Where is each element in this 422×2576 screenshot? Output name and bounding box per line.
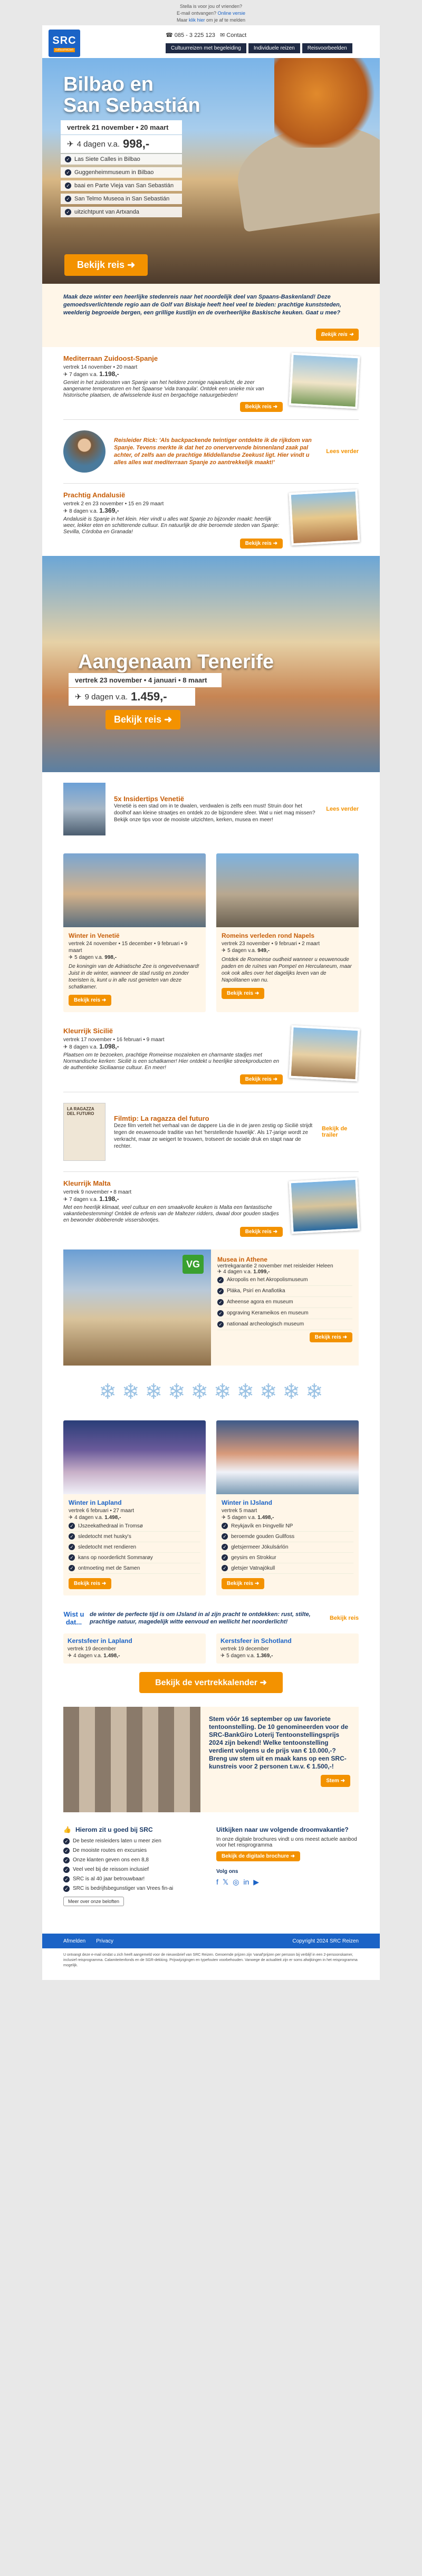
snowflake-divider (42, 1371, 380, 1413)
list-item (63, 1846, 206, 1856)
exhibition-text: Stem vóór 16 september op uw favoriete tentoonstelling. De 10 genomineerden voor de SRC-BankGiro Loterij Tentoonstellingsprijs 2024 zijn bekend! Welke tentoonstelling verdient volgens u de prijs van € 10.000,-? Breng uw stem uit en maak kans op een SRC-kunstreis voor 2 personen t.w.v. € 1.500,-! (209, 1715, 349, 1770)
trip-days: 5 dagen v.a. (74, 955, 103, 960)
did-you-know (42, 1603, 380, 1633)
list-item (217, 1275, 352, 1286)
trip-price: ✈ 4 dagen v.a. 1.498,- (68, 1653, 120, 1659)
trip-desc: Geniet in het zuidoosten van Spanje van het heldere zonnige najaarslicht, de zeer aangename temperaturen en het Spaanse 'vida tranquila'. Ontdek een unieke mix van historische plaatsen, de afwisselende kust en bergachtige natuurgebieden! (63, 380, 264, 398)
trip-box-venetie (63, 853, 206, 1012)
main-nav (166, 43, 352, 53)
x-icon[interactable]: 𝕏 (222, 1878, 229, 1886)
check-icon: ✓ (222, 1523, 228, 1529)
sicilie-photo (289, 1025, 360, 1082)
reason-text: SRC is bedrijfsbegunstiger van Vrees fin-ai (73, 1886, 174, 1891)
trip-dates: vertrek 6 februari • 27 maart (69, 1508, 135, 1514)
list-item-text: sledetocht met rendieren (78, 1544, 137, 1550)
email (42, 0, 380, 1980)
hero-bilbao (42, 58, 380, 284)
andalusie-photo (289, 489, 360, 546)
check-icon: ✓ (65, 169, 71, 176)
privacy-link[interactable]: Privacy (96, 1938, 114, 1944)
trip-title[interactable]: Romeins verleden rond Napels (222, 932, 315, 939)
trip-title[interactable]: Mediterraan Zuidoost-Spanje (63, 354, 158, 362)
calendar-section (42, 1664, 380, 1702)
reason-text: De beste reisleiders laten u meer zien (73, 1838, 161, 1844)
button-label: Bekijk de vertrekkalender (155, 1678, 258, 1687)
vg-badge: VG (183, 1255, 204, 1274)
banner-price (69, 688, 195, 706)
check-icon: ✓ (217, 1288, 224, 1294)
check-icon: ✓ (63, 1876, 70, 1882)
hero-days: 4 dagen v.a. (76, 139, 120, 149)
view-trip-button[interactable]: Bekijk reis ➜ (240, 1227, 283, 1237)
check-icon: ✓ (65, 196, 71, 202)
did-you-know-label: Wist u dat... (63, 1610, 84, 1626)
preheader-text: om je af te melden (206, 17, 246, 23)
trip-price-value: 1.498,- (257, 1515, 274, 1521)
unsubscribe-link[interactable]: Afmelden (63, 1938, 86, 1944)
snowflake-icon: ❄ (121, 1380, 140, 1404)
banner-price-value: 1.459,- (131, 690, 167, 703)
highlight-item (61, 180, 182, 191)
brochure-heading: Uitkijken naar uw volgende droomvakantie? (216, 1826, 349, 1833)
trip-dates: vertrek 9 november • 8 maart (63, 1189, 132, 1195)
trip-dates: vertrekgarantie 2 november met reisleider Heleen (217, 1263, 333, 1269)
banner-title: Aangenaam Tenerife (78, 651, 274, 673)
button-label: Bekijk reis (321, 332, 348, 338)
unsubscribe-link[interactable]: klik hier (188, 17, 205, 23)
list-item-text: IJszeekathedraal in Tromsø (78, 1523, 143, 1529)
check-icon: ✓ (65, 209, 71, 215)
logo-text: SRC (52, 34, 76, 46)
reason-text: SRC is al 40 jaar betrouwbaar! (73, 1876, 145, 1882)
trip-days: 7 dagen v.a. (69, 1197, 98, 1203)
plane-icon: ✈ (75, 693, 82, 701)
phone-number[interactable]: ☎ 085 - 3 225 123 ✉ Contact (166, 32, 247, 39)
list-item (63, 1837, 206, 1846)
trip-price-value: 949,- (257, 948, 270, 954)
trip-dates: vertrek 19 december (68, 1646, 116, 1652)
check-icon: ✓ (222, 1565, 228, 1571)
list-item (69, 1553, 200, 1563)
list-item-text: beroemde gouden Gullfoss (231, 1534, 295, 1540)
online-version-link[interactable]: Online versie (217, 11, 246, 16)
malta-photo (289, 1178, 360, 1234)
button-label: Bekijk reis (227, 1581, 254, 1587)
trip-title[interactable]: Kleurrijk Malta (63, 1179, 111, 1187)
trip-card-andalusie (42, 484, 380, 556)
exhibition-vote (63, 1707, 359, 1812)
instagram-icon[interactable]: ◎ (233, 1878, 239, 1886)
view-trip-button[interactable]: Bekijk reis ➜ (222, 988, 264, 999)
view-trip-button[interactable]: Bekijk reis ➜ (240, 539, 283, 549)
trip-price-value: 1.198,- (99, 1195, 119, 1203)
intro-view-trip-button[interactable]: Bekijk reis ➜ (316, 329, 359, 341)
trip-price: ✈ 4 dagen v.a. 1.498,- (69, 1515, 121, 1521)
highlight-item (61, 207, 182, 217)
reasons-heading: Hierom zit u goed bij SRC (75, 1826, 153, 1833)
snowflake-icon: ❄ (214, 1380, 232, 1404)
check-icon: ✓ (217, 1321, 224, 1328)
button-label: Bekijk reis (314, 1334, 341, 1340)
film-tip (42, 1092, 380, 1171)
trip-title[interactable]: Kleurrijk Sicilië (63, 1027, 113, 1035)
check-icon: ✓ (217, 1299, 224, 1305)
kerst-trips (42, 1633, 380, 1664)
banner-view-trip-button[interactable]: Bekijk reis ➜ (106, 710, 180, 729)
hero-title-line2: San Sebastián (63, 94, 200, 117)
list-item-text: Atheense agora en museum (227, 1299, 293, 1305)
list-item (217, 1286, 352, 1297)
list-item-text: sledetocht met husky's (78, 1534, 131, 1540)
preheader (42, 0, 380, 25)
list-item (217, 1308, 352, 1319)
check-icon: ✓ (65, 156, 71, 162)
lapland-photo (63, 1420, 206, 1494)
check-icon: ✓ (69, 1533, 75, 1540)
highlight-text: uitzichtpunt van Artxanda (74, 209, 139, 215)
list-item-text: opgraving Kerameikos en museum (227, 1310, 309, 1316)
trip-dates: vertrek 14 november • 20 maart (63, 364, 138, 370)
intro-text-block (42, 284, 380, 347)
highlight-item (61, 194, 182, 204)
highlight-text: Las Siete Calles in Bilbao (74, 156, 140, 162)
ijsland-photo (216, 1420, 359, 1494)
trip-days: 8 dagen v.a. (69, 1044, 98, 1050)
trip-dates: vertrek 23 november • 9 februari • 2 maart (222, 941, 320, 947)
check-icon: ✓ (222, 1544, 228, 1550)
banner-days: 9 dagen v.a. (84, 692, 128, 701)
button-label: Bekijk reis (74, 997, 101, 1003)
review-quote: Reisleider Rick: 'Als backpackende twintiger ontdekte ik de rijkdom van Spanje. Tevens merkte ik dat het zo onervervende binnenland zaak pal achter, of zelfs aan de prachtige Middellandse Zeekust ligt. Hier vindt u alles alles wat mediterraan Spanje zo aantrekkelijk maakt!' (114, 437, 312, 466)
read-more-link[interactable]: Lees verder (326, 448, 359, 455)
trip-box-lapland (63, 1420, 206, 1595)
trip-days: 4 dagen v.a. (73, 1653, 102, 1659)
athene-photo (63, 1249, 211, 1366)
list-item-text: kans op noorderlicht Sommarøy (78, 1555, 153, 1561)
snowflake-icon: ❄ (260, 1380, 277, 1404)
list-item (63, 1884, 206, 1893)
trip-price-value: 1.099,- (253, 1269, 270, 1275)
check-icon: ✓ (63, 1857, 70, 1863)
athene-list (217, 1275, 352, 1330)
list-item (63, 1865, 206, 1875)
highlight-text: baai en Parte Vieja van San Sebastián (74, 182, 174, 189)
brochure-column (216, 1826, 359, 1925)
highlight-text: San Telmo Museoa in San Sebastián (74, 196, 170, 202)
hero-highlights (61, 154, 182, 220)
button-label: Bekijk reis (77, 259, 125, 270)
trip-dates: vertrek 17 november • 16 februari • 9 maart (63, 1037, 165, 1043)
snowflake-icon: ❄ (190, 1380, 208, 1404)
venetie-tips-photo (63, 783, 106, 835)
button-label: Bekijk reis (245, 541, 272, 546)
list-item (222, 1563, 353, 1574)
snowflake-icon: ❄ (305, 1380, 323, 1404)
film-text: Deze film vertelt het verhaal van de dappere Lia die in de jaren zestig op Sicilië strijdt tegen de eeuwenoude traditie van het 'herstellende huwelijk'. Als 17-jarige wordt ze verkracht, maar ze weigert te trouwen, trotseert de sociale druk en stapt naar de rechter. (114, 1122, 313, 1149)
list-item (69, 1542, 200, 1553)
trip-desc: Plaatsen om te bezoeken, prachtige Romeinse mozaïeken en charmante stadjes met Normandische kerken: Sicilië is een schatkamer! Hier ontdekt u heerlijke streekproducten en de authentieke Siciliaanse cultuur. En meer! (63, 1052, 280, 1071)
trip-days: 8 dagen v.a. (69, 508, 98, 514)
list-item-text: gletsjermeer Jökulsárlón (231, 1544, 289, 1550)
did-you-know-text: de winter de perfecte tijd is om IJsland in al zijn pracht te ontdekken: rust, stilte, prachtige natuur, magedelijk witte eenvoud en wellicht het noorderlicht! (90, 1611, 311, 1625)
list-item (222, 1521, 353, 1532)
trip-title[interactable]: Winter in Venetië (69, 932, 120, 939)
bottom-bar (42, 1934, 380, 1948)
view-trip-button[interactable]: Bekijk reis ➜ (240, 402, 283, 412)
list-item (69, 1521, 200, 1532)
youtube-icon[interactable]: ▶ (253, 1878, 260, 1886)
trip-price: ✈ 4 dagen v.a. 1.099,- (217, 1269, 270, 1275)
trip-price: ✈ 5 dagen v.a. 949,- (222, 948, 270, 954)
hero-view-trip-button[interactable]: Bekijk reis ➜ (64, 254, 148, 276)
hero-title-line1: Bilbao en (63, 73, 154, 95)
trip-days: 5 dagen v.a. (227, 948, 256, 954)
list-item (222, 1532, 353, 1542)
film-poster: LA RAGAZZA DEL FUTURO (63, 1103, 106, 1161)
follow-heading: Volg ons (216, 1869, 238, 1875)
facebook-icon[interactable]: f (216, 1878, 218, 1886)
trip-price: ✈ 7 dagen v.a. 1.198,- (63, 1195, 119, 1203)
trip-box-kerst-lapland (63, 1633, 206, 1664)
trip-price-value: 998,- (104, 955, 117, 960)
trip-list (222, 1521, 353, 1574)
check-icon: ✓ (63, 1838, 70, 1844)
list-item (69, 1563, 200, 1574)
brochure-button[interactable]: Bekijk de digitale brochure ➜ (216, 1851, 300, 1861)
trip-days: 5 dagen v.a. (226, 1653, 255, 1659)
trip-days: 4 dagen v.a. (74, 1515, 103, 1521)
check-icon: ✓ (69, 1544, 75, 1550)
trip-title[interactable]: Prachtig Andalusië (63, 491, 126, 499)
napels-photo (216, 853, 359, 927)
list-item-text: Pláka, Psirí en Anafiotika (227, 1288, 285, 1294)
trip-list (69, 1521, 200, 1574)
guide-review (42, 420, 380, 483)
banner-dates: vertrek 23 november • 4 januari • 8 maart (69, 673, 222, 687)
trip-price: ✈ 7 dagen v.a. 1.198,- (63, 370, 119, 378)
trip-dates: vertrek 2 en 23 november • 15 en 29 maart (63, 501, 164, 507)
list-item (63, 1875, 206, 1884)
trip-price-value: 1.098,- (99, 1043, 119, 1050)
read-more-link[interactable]: Lees verder (326, 806, 359, 812)
footer (42, 1818, 380, 1934)
trip-pair-winter (42, 1413, 380, 1603)
vote-button[interactable]: Stem ➜ (321, 1775, 350, 1787)
trip-desc: De koningin van de Adriatische Zee is ongeveëvenaard! Juist in de winter, wanneer de stad rustig en zonder toeristen is, kunt u in alle rust genieten van deze schatkamer. (69, 964, 199, 990)
button-label: Bekijk reis (245, 1229, 272, 1235)
preheader-text: E-mail ontvangen? (176, 11, 216, 16)
intro-text: Maak deze winter een heerlijke stedenreis naar het noordelijk deel van Spaans-Baskenland! Deze gemoedsverlichtende regio aan de Golf van Biskaje heeft heel veel te bieden: prachtige kunststeden, weelderig begroeide bergen, een grillige kustlijn en de overheerlijke Baskische keuken. Gaat u mee? (63, 294, 341, 316)
snowflake-icon: ❄ (99, 1380, 117, 1404)
trip-dates: vertrek 24 november • 15 december • 9 februari • 9 maart (69, 941, 188, 954)
snowflake-icon: ❄ (145, 1380, 162, 1404)
snowflake-icon: ❄ (236, 1380, 255, 1404)
nav-individueel[interactable]: Individuele reizen (248, 43, 300, 53)
button-label: Bekijk reis (114, 714, 162, 725)
preheader-text: Maar (176, 17, 188, 23)
trip-card-zuidoost-spanje (42, 347, 380, 419)
thumbs-up-icon: 👍 (63, 1826, 71, 1833)
trailer-link[interactable]: Bekijk de trailer (322, 1126, 348, 1138)
trip-price: ✈ 8 dagen v.a. 1.369,- (63, 507, 119, 514)
button-label: Bekijk reis (74, 1581, 101, 1587)
legal-text: U ontvangt deze e-mail omdat u zich heeft aangemeld voor de nieuwsbrief van SRC Reizen. Genoemde prijzen zijn 'vanaf'prijzen per persoon bij verblijf in een 2-persoonskamer, inclusief reisprogramma. Calamiteitenfonds en de SGR-dekking. Prijswijzigingen en typefouten voorbehouden. Vanwege de actualiteit zijn er soms afwijkingen in het reisprogramma mogelijk. (42, 1948, 380, 1980)
phone-text: 085 - 3 225 123 (174, 32, 215, 39)
check-icon: ✓ (69, 1565, 75, 1571)
list-item-text: ontmoeting met de Samen (78, 1565, 140, 1571)
button-label: Stem (326, 1778, 339, 1784)
view-trip-button[interactable]: Bekijk reis ➜ (69, 1578, 111, 1589)
trip-dates: vertrek 5 maart (222, 1508, 257, 1514)
film-title: Filmtip: La ragazza del futuro (114, 1114, 209, 1122)
trip-price: ✈ 8 dagen v.a. 1.098,- (63, 1043, 119, 1050)
trip-box-ijsland (216, 1420, 359, 1595)
reason-text: De mooiste routes en excursies (73, 1848, 147, 1853)
button-label: Bekijk reis (245, 1076, 272, 1082)
logo-subtext: cultuurreizen (54, 48, 75, 52)
view-trip-button[interactable]: Bekijk reis ➜ (240, 1074, 283, 1084)
trip-box-kerst-schotland (216, 1633, 359, 1664)
check-icon: ✓ (63, 1848, 70, 1854)
nav-reisvoorbeelden[interactable]: Reisvoorbeelden (302, 43, 352, 53)
trip-title[interactable]: Winter in IJsland (222, 1499, 272, 1506)
trip-athene (63, 1249, 359, 1366)
view-trip-link[interactable]: Bekijk reis (329, 1615, 359, 1621)
guide-avatar (63, 430, 106, 473)
plane-icon: ✈ (67, 140, 74, 149)
list-item (222, 1542, 353, 1553)
check-icon: ✓ (65, 182, 71, 189)
trip-card-sicilie (42, 1020, 380, 1092)
list-item-text: Akropolis en het Akropolismuseum (227, 1277, 308, 1283)
trip-desc: Andalusië is Spanje in het klein. Hier vindt u alles wat Spanje zo bijzonder maakt: heerlijk weer, lekker eten en schitterende cultuur. En natuurlijk de drie beroemde steden van Spanje: Sevilla, Córdoba en Granada! (63, 516, 280, 535)
trip-days: 4 dagen v.a. (223, 1269, 252, 1275)
list-item (69, 1532, 200, 1542)
trip-price: ✈ 5 dagen v.a. 1.498,- (222, 1515, 274, 1521)
src-logo[interactable] (49, 30, 80, 57)
trip-days: 7 dagen v.a. (69, 372, 98, 378)
check-icon: ✓ (63, 1886, 70, 1892)
trip-price-value: 1.198,- (99, 370, 119, 378)
trip-desc: Met een heerlijk klimaat, veel cultuur en een smaakvolle keuken is Malta een fantastische vakantiebestemming! Ontdek de erfenis van de Maltezer ridders, dwaal door gouden stadjes en bewonder dobberende vissersbootjes. (63, 1205, 279, 1223)
check-icon: ✓ (69, 1523, 75, 1529)
trip-price-value: 1.369,- (256, 1653, 273, 1659)
view-trip-button[interactable]: Bekijk reis ➜ (310, 1332, 352, 1342)
reason-text: Veel veel bij de reissom inclusief (73, 1867, 149, 1872)
tips-text: Venetië is een stad om in te dwalen, verdwalen is zelfs een must! Struin door het doolhof aan kleine straatjes en ontdek zo de bijzondere sfeer. Wat u niet mag missen? Bekijk onze tips voor de mooiste uitzichten, kerken, musea en meer! (114, 803, 315, 823)
header (42, 25, 380, 58)
nav-cultuurreizen[interactable]: Cultuurreizen met begeleiding (166, 43, 246, 53)
venetie-photo (63, 853, 206, 927)
highlight-item (61, 154, 182, 165)
trip-title[interactable]: Kerstsfeer in Lapland (68, 1637, 132, 1645)
copyright: Copyright 2024 SRC Reizen (292, 1938, 359, 1944)
hero-dates: vertrek 21 november • 20 maart (61, 120, 182, 134)
hero-title (63, 74, 200, 116)
reason-text: Onze klanten geven ons een 8,8 (73, 1857, 149, 1863)
trip-days: 5 dagen v.a. (227, 1515, 256, 1521)
highlight-item (61, 167, 182, 178)
button-label: Bekijk de digitale brochure (222, 1853, 289, 1859)
tips-title[interactable]: 5x Insidertips Venetië (114, 795, 184, 803)
snowflake-icon: ❄ (167, 1380, 186, 1404)
brochure-text: In onze digitale brochures vindt u ons meest actuele aanbod voor het reisprogramma (216, 1837, 357, 1848)
trip-card-malta (42, 1172, 380, 1244)
check-icon: ✓ (63, 1867, 70, 1873)
trip-title[interactable]: Musea in Athene (217, 1256, 267, 1263)
check-icon: ✓ (222, 1554, 228, 1561)
banner-tenerife (42, 556, 380, 772)
trip-dates: vertrek 19 december (220, 1646, 269, 1652)
preheader-text: Stella is voor jou of vrienden? (179, 4, 243, 9)
button-label: Bekijk reis (245, 404, 272, 410)
trip-title[interactable]: Winter in Lapland (69, 1499, 122, 1506)
zuidoost-spanje-photo (289, 353, 360, 409)
trip-price: ✈ 5 dagen v.a. 998,- (69, 955, 117, 960)
trip-price: ✈ 5 dagen v.a. 1.369,- (220, 1653, 273, 1659)
list-item-text: gletsjer Vatnajökull (231, 1565, 275, 1571)
venetie-tips (42, 772, 380, 846)
button-label: Bekijk reis (227, 991, 254, 996)
list-item (217, 1297, 352, 1308)
check-icon: ✓ (217, 1310, 224, 1316)
trip-title[interactable]: Kerstsfeer in Schotland (220, 1637, 292, 1645)
view-trip-button[interactable]: Bekijk reis ➜ (69, 995, 111, 1006)
social-icons (216, 1878, 359, 1887)
list-item-text: Reykjavík en Þingvellir NP (231, 1523, 293, 1529)
more-promises-button[interactable]: Meer over onze beloften (63, 1897, 124, 1906)
list-item-text: nationaal archeologisch museum (227, 1321, 304, 1327)
list-item-text: geysirs en Strokkur (231, 1555, 276, 1561)
departure-calendar-button[interactable]: Bekijk de vertrekkalender ➜ (139, 1672, 283, 1693)
reasons-column (63, 1826, 206, 1925)
check-icon: ✓ (217, 1277, 224, 1283)
trip-pair-italie (42, 846, 380, 1020)
trip-price-value: 1.369,- (99, 507, 119, 514)
check-icon: ✓ (69, 1554, 75, 1561)
trip-price-value: 1.498,- (104, 1515, 121, 1521)
snowflake-icon: ❄ (282, 1380, 301, 1404)
trip-price-value: 1.498,- (103, 1653, 120, 1659)
exhibition-collage (63, 1707, 200, 1812)
highlight-text: Guggenheimmuseum in Bilbao (74, 169, 154, 176)
list-item (217, 1319, 352, 1330)
list-item (63, 1856, 206, 1865)
hero-price-value: 998,- (123, 137, 150, 150)
trip-box-napels (216, 853, 359, 1012)
trip-desc: Ontdek de Romeinse oudheid wanneer u eeuwenoude paden en de ruïnes van Pompeï en Herculaneum, maar ook ook alles over het dagelijks leven van de Napolitanen van nu. (222, 957, 352, 983)
hero-tree-image (274, 58, 380, 148)
list-item (222, 1553, 353, 1563)
linkedin-icon[interactable]: in (243, 1878, 250, 1886)
view-trip-button[interactable]: Bekijk reis ➜ (222, 1578, 264, 1589)
hero-price (61, 135, 182, 153)
contact-link[interactable]: Contact (226, 32, 247, 39)
check-icon: ✓ (222, 1533, 228, 1540)
